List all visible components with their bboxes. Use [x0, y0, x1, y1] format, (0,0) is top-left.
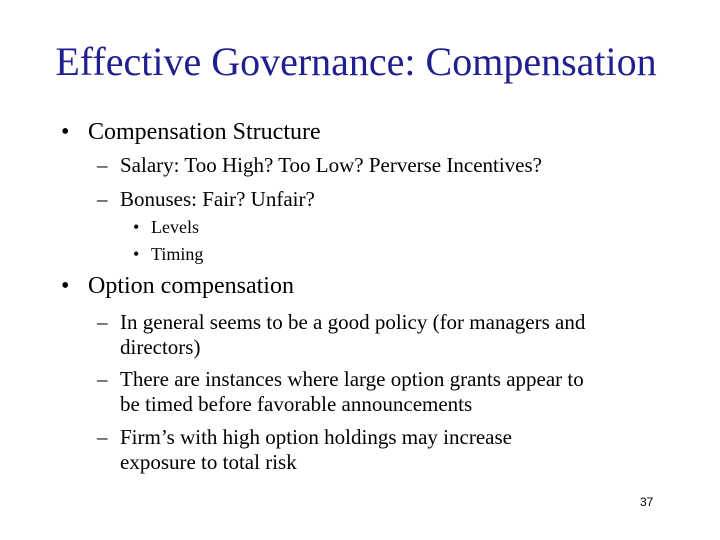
- level1-bullet: •: [61, 273, 70, 299]
- section-heading-compensation-structure: Compensation Structure: [88, 119, 321, 145]
- option-item-timed-grants-line1: There are instances where large option grants appear to: [120, 367, 584, 391]
- level3-bullet: •: [133, 217, 140, 237]
- timing-subitem: Timing: [151, 244, 204, 264]
- option-item-total-risk-line1: Firm’s with high option holdings may increase: [120, 425, 512, 449]
- option-item-timed-grants-line2: be timed before favorable announcements: [120, 392, 473, 416]
- page-number: 37: [640, 495, 654, 509]
- section-heading-option-compensation: Option compensation: [88, 273, 294, 299]
- level2-dash: –: [97, 425, 108, 449]
- option-item-good-policy-line1: In general seems to be a good policy (for managers and: [120, 310, 586, 334]
- level2-dash: –: [97, 367, 108, 391]
- option-item-good-policy-line2: directors): [120, 335, 201, 359]
- level3-bullet: •: [133, 244, 140, 264]
- levels-subitem: Levels: [151, 217, 199, 237]
- bonuses-item: Bonuses: Fair? Unfair?: [120, 187, 315, 211]
- level2-dash: –: [97, 310, 108, 334]
- level1-bullet: •: [61, 119, 70, 145]
- option-item-total-risk-line2: exposure to total risk: [120, 450, 297, 474]
- level2-dash: –: [97, 153, 108, 177]
- salary-item: Salary: Too High? Too Low? Perverse Incentives?: [120, 153, 542, 177]
- slide-title: Effective Governance: Compensation: [55, 39, 657, 84]
- level2-dash: –: [97, 187, 108, 211]
